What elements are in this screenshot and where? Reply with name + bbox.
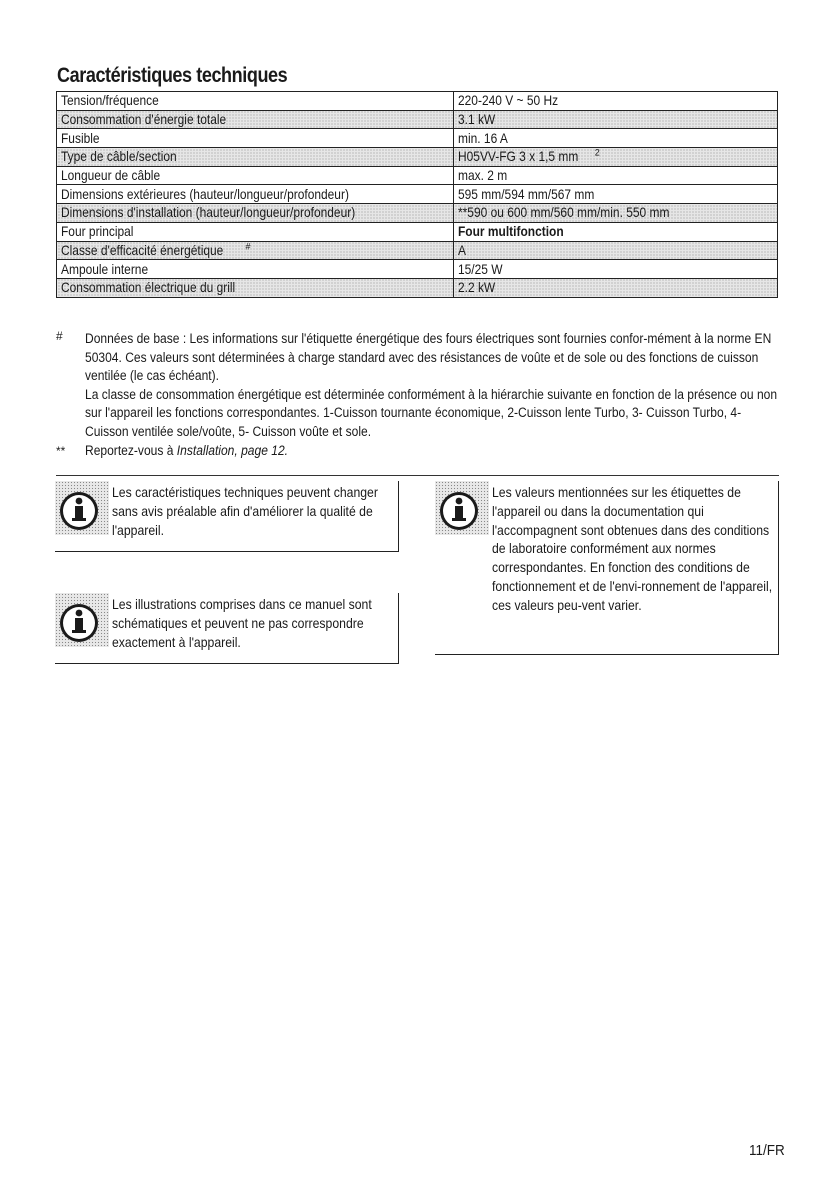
spec-label: Longueur de câble [61,168,161,184]
spec-label: Dimensions extérieures (hauteur/longueur/profondeur) [61,186,349,202]
spec-value-cell [454,166,778,185]
info-icon [55,481,109,535]
info-box-label-values [435,481,779,655]
spec-label: Dimensions d'installation (hauteur/longueur/profondeur) [61,205,356,221]
footnote-hash-mark: # [56,329,63,343]
spec-value: **590 ou 600 mm/560 mm/min. 550 mm [458,205,670,221]
spec-value: 3.1 kW [458,112,496,128]
spec-label-cell [57,260,454,279]
spec-value: H05VV-FG 3 x 1,5 mm [458,149,579,165]
spec-label-cell [57,241,454,260]
spec-row [57,166,778,185]
spec-label: Ampoule interne [61,261,149,277]
page-title: Caractéristiques techniques [57,64,288,87]
spec-value-cell [454,92,778,111]
footnote-hash-paragraph-2: La classe de consommation énergétique est déterminée conformément à la hiérarchie suivante en fonction de la présence ou non sur l'appareil les fonctions correspondantes. 1-Cuisson tournante économique, 2-Cuisson lente Turbo, 3- Cuisson Turbo, 4- Cuisson ventilée sole/voûte, 5- Cuisson voûte et sole. [85,386,778,439]
spec-label-cell [57,129,454,148]
installation-page-reference: Installation, page 12. [176,442,289,458]
spec-value: 2.2 kW [458,280,496,296]
spec-label-cell [57,166,454,185]
spec-label-cell [57,148,454,167]
info-box-illustrations [55,593,399,664]
footnote-star-text: Reportez-vous à [85,442,177,458]
spec-label-cell [57,222,454,241]
spec-label: Type de câble/section [61,149,177,165]
spec-label-cell [57,278,454,297]
spec-label-cell [57,92,454,111]
spec-value-cell [454,241,778,260]
info-box-text: Les illustrations comprises dans ce manuel sont schématiques et peuvent ne pas correspondre exactement à l'appareil. [112,597,372,650]
spec-value-cell [454,222,778,241]
spec-value: 220-240 V ~ 50 Hz [458,93,559,109]
spec-value: min. 16 A [458,130,508,146]
spec-label: Consommation électrique du grill [61,280,236,296]
footnote-star-mark: ** [56,443,66,458]
info-box-text: Les valeurs mentionnées sur les étiquettes de l'appareil ou dans la documentation qui l'accompagnent sont obtenues dans des conditions de laboratoire conformément aux normes correspondantes. En fonction des conditions de fonctionnement et de l'envi-ronnement de l'appareil, ces valeurs peu-vent varier. [492,485,773,613]
superscript: 2 [594,147,600,158]
spec-label: Four principal [61,224,134,240]
spec-value-cell [454,148,778,167]
info-box-text: Les caractéristiques techniques peuvent changer sans avis préalable afin d'améliorer la qualité de l'appareil. [112,485,378,538]
spec-row [57,204,778,223]
spec-value-cell [454,260,778,279]
info-icon [55,593,109,647]
spec-label-cell [57,204,454,223]
spec-row [57,241,778,260]
spec-value: A [458,242,466,258]
spec-row [57,148,778,167]
spec-label-cell [57,185,454,204]
section-divider [56,475,779,476]
spec-row [57,110,778,129]
info-icon [435,481,489,535]
spec-value-cell [454,110,778,129]
spec-value: 595 mm/594 mm/567 mm [458,186,595,202]
spec-value-cell [454,204,778,223]
spec-row [57,260,778,279]
spec-row [57,278,778,297]
spec-value-cell [454,185,778,204]
spec-value: max. 2 m [458,168,508,184]
spec-value-cell [454,129,778,148]
spec-label: Classe d'efficacité énergétique [61,242,224,258]
spec-row [57,92,778,111]
spec-label: Consommation d'énergie totale [61,112,227,128]
spec-row [57,129,778,148]
spec-label: Tension/fréquence [61,93,159,109]
spec-label: Fusible [61,130,100,146]
footnote-hash [56,330,778,442]
footnotes [56,330,778,460]
footnote-star [56,442,778,461]
spec-label-cell [57,110,454,129]
footnote-marker: # [245,241,251,252]
footnote-hash-paragraph-1: Données de base : Les informations sur l'étiquette énergétique des fours électriques sont fournies confor-mément à la norme EN 50304. Ces valeurs sont déterminées à charge standard avec des résistances de voûte et de sole ou des fonctions de cuisson ventilée (le cas échéant). [85,331,772,384]
info-box-specifications-change [55,481,399,552]
spec-row [57,222,778,241]
specifications-table [56,91,778,298]
spec-value: Four multifonction [458,224,564,240]
spec-row [57,185,778,204]
spec-value: 15/25 W [458,261,503,277]
spec-value-cell [454,278,778,297]
page-number: 11/FR [749,1142,785,1159]
